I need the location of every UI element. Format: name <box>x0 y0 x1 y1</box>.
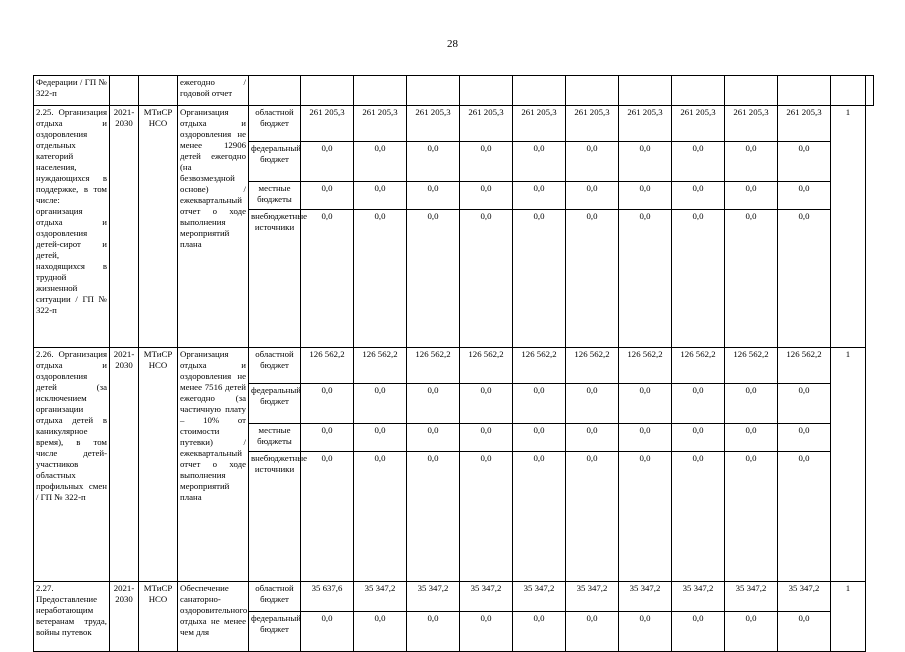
funding-value: 0,0 <box>672 424 725 452</box>
funding-value: 0,0 <box>619 182 672 210</box>
funding-value: 261 205,3 <box>778 106 831 142</box>
funding-value: 0,0 <box>672 452 725 582</box>
funding-value: 0,0 <box>301 182 354 210</box>
funding-value: 0,0 <box>407 452 460 582</box>
funding-value: 0,0 <box>301 384 354 424</box>
funding-value: 126 562,2 <box>725 348 778 384</box>
funding-source: областной бюджет <box>249 582 301 612</box>
funding-value: 0,0 <box>778 452 831 582</box>
funding-value: 0,0 <box>566 612 619 652</box>
funding-value: 0,0 <box>354 384 407 424</box>
funding-value: 126 562,2 <box>354 348 407 384</box>
funding-value: 35 347,2 <box>407 582 460 612</box>
funding-value: 0,0 <box>672 182 725 210</box>
funding-value: 0,0 <box>619 210 672 348</box>
funding-value: 0,0 <box>619 452 672 582</box>
funding-value: 0,0 <box>460 182 513 210</box>
period: 2021-2030 <box>110 582 139 652</box>
indicator-text: ежегодно / годовой отчет <box>178 76 249 106</box>
funding-value: 0,0 <box>778 384 831 424</box>
funding-value: 0,0 <box>301 452 354 582</box>
funding-value: 0,0 <box>566 452 619 582</box>
funding-source: внебюджетные источники <box>249 452 301 582</box>
funding-value: 0,0 <box>354 424 407 452</box>
period: 2021-2030 <box>110 348 139 582</box>
funding-value: 261 205,3 <box>619 106 672 142</box>
funding-value: 0,0 <box>725 182 778 210</box>
funding-value: 0,0 <box>672 384 725 424</box>
funding-source: областной бюджет <box>249 348 301 384</box>
funding-value: 0,0 <box>566 384 619 424</box>
funding-value: 0,0 <box>354 182 407 210</box>
funding-value: 261 205,3 <box>301 106 354 142</box>
funding-value: 126 562,2 <box>513 348 566 384</box>
funding-value: 0,0 <box>778 182 831 210</box>
funding-source: федеральный бюджет <box>249 612 301 652</box>
funding-value: 0,0 <box>407 210 460 348</box>
measure-name: Федерации / ГП № 322-п <box>34 76 110 106</box>
indicator-text: Организация отдыха и оздоровления не менее 7516 детей ежегодно (за частичную плату – 10% от стоимости путевки) / ежеквартальный отчет о ходе выполнения мероприятий плана <box>178 348 249 582</box>
funding-value: 35 347,2 <box>460 582 513 612</box>
funding-value: 126 562,2 <box>407 348 460 384</box>
funding-value: 35 347,2 <box>725 582 778 612</box>
funding-value: 0,0 <box>566 210 619 348</box>
funding-source: местные бюджеты <box>249 424 301 452</box>
page-number: 28 <box>447 38 458 50</box>
funding-value: 0,0 <box>460 612 513 652</box>
funding-value: 0,0 <box>672 142 725 182</box>
funding-value: 0,0 <box>513 424 566 452</box>
measure-name: 2.26. Организация отдыха и оздоровления детей (за исключением организации отдыха детей в каникулярное время), в том числе детей-участников областных профильных смен / ГП № 322-п <box>34 348 110 582</box>
measure-name: 2.25. Организация отдыха и оздоровления отдельных категорий населения, нуждающихся в поддержке, в том числе: организация отдыха и оздоровления детей-сирот и детей, находящихся в трудной жизненной ситуации / ГП № 322-п <box>34 106 110 348</box>
funding-value: 0,0 <box>460 424 513 452</box>
indicator-text: Обеспечение санаторно-оздоровительного отдыха не менее чем для <box>178 582 249 652</box>
funding-value: 0,0 <box>725 210 778 348</box>
funding-value: 0,0 <box>354 142 407 182</box>
funding-value: 0,0 <box>725 424 778 452</box>
funding-value: 126 562,2 <box>566 348 619 384</box>
funding-value: 35 347,2 <box>354 582 407 612</box>
funding-value: 0,0 <box>619 142 672 182</box>
funding-value: 0,0 <box>778 612 831 652</box>
table-row <box>34 106 874 142</box>
funding-source: федеральный бюджет <box>249 142 301 182</box>
funding-value: 0,0 <box>301 612 354 652</box>
plan-table <box>33 75 874 652</box>
funding-value: 261 205,3 <box>513 106 566 142</box>
funding-value: 35 347,2 <box>778 582 831 612</box>
funding-value: 0,0 <box>460 452 513 582</box>
funding-value: 0,0 <box>407 142 460 182</box>
funding-source: внебюджетные источники <box>249 210 301 348</box>
funding-value: 0,0 <box>725 452 778 582</box>
funding-value: 0,0 <box>672 210 725 348</box>
funding-value: 0,0 <box>354 612 407 652</box>
funding-value: 0,0 <box>460 210 513 348</box>
funding-value: 126 562,2 <box>301 348 354 384</box>
note-cell: 1 <box>831 106 866 348</box>
plan-table-body <box>34 76 874 652</box>
funding-value: 0,0 <box>301 424 354 452</box>
funding-value: 0,0 <box>407 612 460 652</box>
funding-value: 0,0 <box>460 384 513 424</box>
funding-value: 0,0 <box>778 210 831 348</box>
funding-value: 261 205,3 <box>672 106 725 142</box>
funding-value: 261 205,3 <box>354 106 407 142</box>
funding-value: 0,0 <box>354 452 407 582</box>
period: 2021-2030 <box>110 106 139 348</box>
funding-value: 261 205,3 <box>460 106 513 142</box>
funding-value: 0,0 <box>407 182 460 210</box>
funding-value: 0,0 <box>513 210 566 348</box>
indicator-text: Организация отдыха и оздоровления не менее 12906 детей ежегодно (на безвозмездной основе) / ежеквартальный отчет о ходе выполнения мероприятий плана <box>178 106 249 348</box>
funding-value: 0,0 <box>566 142 619 182</box>
funding-value: 35 347,2 <box>566 582 619 612</box>
funding-value: 0,0 <box>725 612 778 652</box>
funding-value: 261 205,3 <box>566 106 619 142</box>
funding-value: 126 562,2 <box>619 348 672 384</box>
funding-value: 0,0 <box>301 142 354 182</box>
funding-value: 0,0 <box>407 424 460 452</box>
funding-value: 0,0 <box>619 424 672 452</box>
funding-source: федеральный бюджет <box>249 384 301 424</box>
funding-value: 0,0 <box>619 384 672 424</box>
funding-source: местные бюджеты <box>249 182 301 210</box>
executor: МТиСР НСО <box>139 582 178 652</box>
measure-name: 2.27. Предоставление неработающим ветеранам труда, войны путевок <box>34 582 110 652</box>
funding-value: 35 347,2 <box>513 582 566 612</box>
funding-value: 261 205,3 <box>725 106 778 142</box>
funding-value: 0,0 <box>725 384 778 424</box>
funding-value: 126 562,2 <box>778 348 831 384</box>
funding-value: 126 562,2 <box>460 348 513 384</box>
funding-value: 35 637,6 <box>301 582 354 612</box>
funding-value: 0,0 <box>513 142 566 182</box>
table-row <box>34 582 874 612</box>
funding-value: 0,0 <box>778 424 831 452</box>
note-cell: 1 <box>831 582 866 652</box>
table-row <box>34 348 874 384</box>
funding-value: 261 205,3 <box>407 106 460 142</box>
funding-value: 126 562,2 <box>672 348 725 384</box>
note-cell: 1 <box>831 348 866 582</box>
funding-value: 0,0 <box>301 210 354 348</box>
funding-value: 0,0 <box>566 182 619 210</box>
table-row <box>34 76 874 106</box>
funding-source: областной бюджет <box>249 106 301 142</box>
funding-value: 0,0 <box>725 142 778 182</box>
funding-value: 0,0 <box>513 612 566 652</box>
funding-value: 35 347,2 <box>672 582 725 612</box>
funding-value: 0,0 <box>619 612 672 652</box>
funding-value: 0,0 <box>460 142 513 182</box>
funding-value: 0,0 <box>407 384 460 424</box>
funding-value: 0,0 <box>354 210 407 348</box>
funding-value: 0,0 <box>513 182 566 210</box>
executor: МТиСР НСО <box>139 348 178 582</box>
funding-value: 0,0 <box>513 384 566 424</box>
funding-value: 0,0 <box>778 142 831 182</box>
executor: МТиСР НСО <box>139 106 178 348</box>
funding-value: 35 347,2 <box>619 582 672 612</box>
funding-value: 0,0 <box>513 452 566 582</box>
funding-value: 0,0 <box>672 612 725 652</box>
funding-value: 0,0 <box>566 424 619 452</box>
